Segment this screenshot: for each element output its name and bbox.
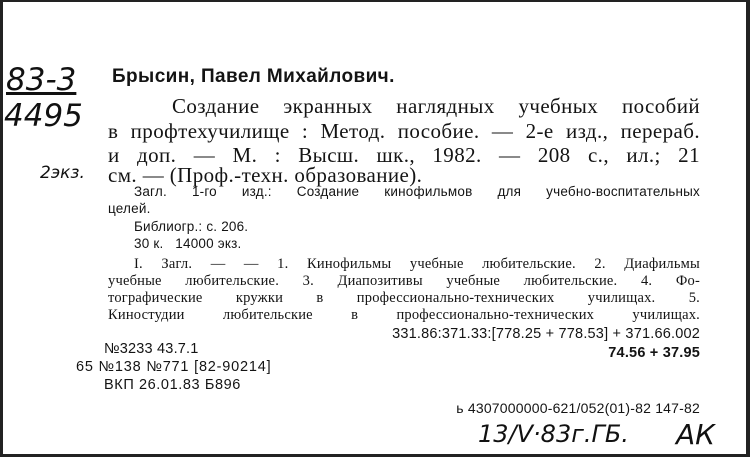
card-bottom-code: ь 4307000000-621/052(01)-82 147-82	[456, 400, 700, 416]
card-title-line-4: см. — (Проф.-техн. образование).	[108, 163, 423, 187]
card-border-top	[0, 0, 750, 2]
card-classification-2: 74.56 + 37.95	[608, 345, 700, 361]
card-code-line-1: №3233 43.7.1	[104, 341, 199, 357]
card-code-line-3: ВКП 26.01.83 Б896	[104, 377, 241, 393]
handwritten-copies-note: 2экз.	[40, 163, 85, 183]
handwritten-initials: АК	[676, 418, 716, 451]
card-title-line-2: в профтехучилище : Метод. пособие. — 2-е изд., перераб.	[108, 119, 700, 143]
card-title-line-3: и доп. — М. : Высш. шк., 1982. — 208 с., ил.; 21	[108, 143, 700, 167]
card-note-line-1: Загл. 1-го изд.: Создание кинофильмов для учебно-воспитательных	[134, 184, 700, 199]
handwritten-shelf-code: 83-3	[6, 62, 77, 98]
card-subject-line-2: учебные любительские. 3. Диапозитивы учебные любительские. 4. Фо-	[108, 273, 700, 289]
card-subject-line-3: тографические кружки в профессионально-технических училищах. 5.	[108, 290, 700, 306]
card-border-left	[0, 0, 3, 457]
card-title-line-1: Создание экранных наглядных учебных пособий	[172, 94, 700, 118]
card-price-line: 30 к. 14000 экз.	[134, 236, 242, 251]
handwritten-date-note: 13/V·83г.ГБ.	[478, 420, 629, 448]
card-subject-line-4: Киностудии любительские в профессионально-технических училищах.	[108, 307, 700, 323]
card-border-right	[746, 0, 750, 457]
card-code-line-2: 65 №138 №771 [82-90214]	[76, 359, 272, 375]
card-subject-line-1: I. Загл. — — 1. Кинофильмы учебные любительские. 2. Диафильмы	[134, 256, 700, 272]
handwritten-inventory-number: 4495	[4, 98, 83, 134]
card-bibliography: Библиогр.: с. 206.	[134, 219, 249, 234]
card-note-line-2: целей.	[108, 201, 151, 216]
card-classification-1: 331.86:371.33:[778.25 + 778.53] + 371.66.002	[392, 326, 700, 342]
card-author: Брысин, Павел Михайлович.	[112, 66, 395, 87]
